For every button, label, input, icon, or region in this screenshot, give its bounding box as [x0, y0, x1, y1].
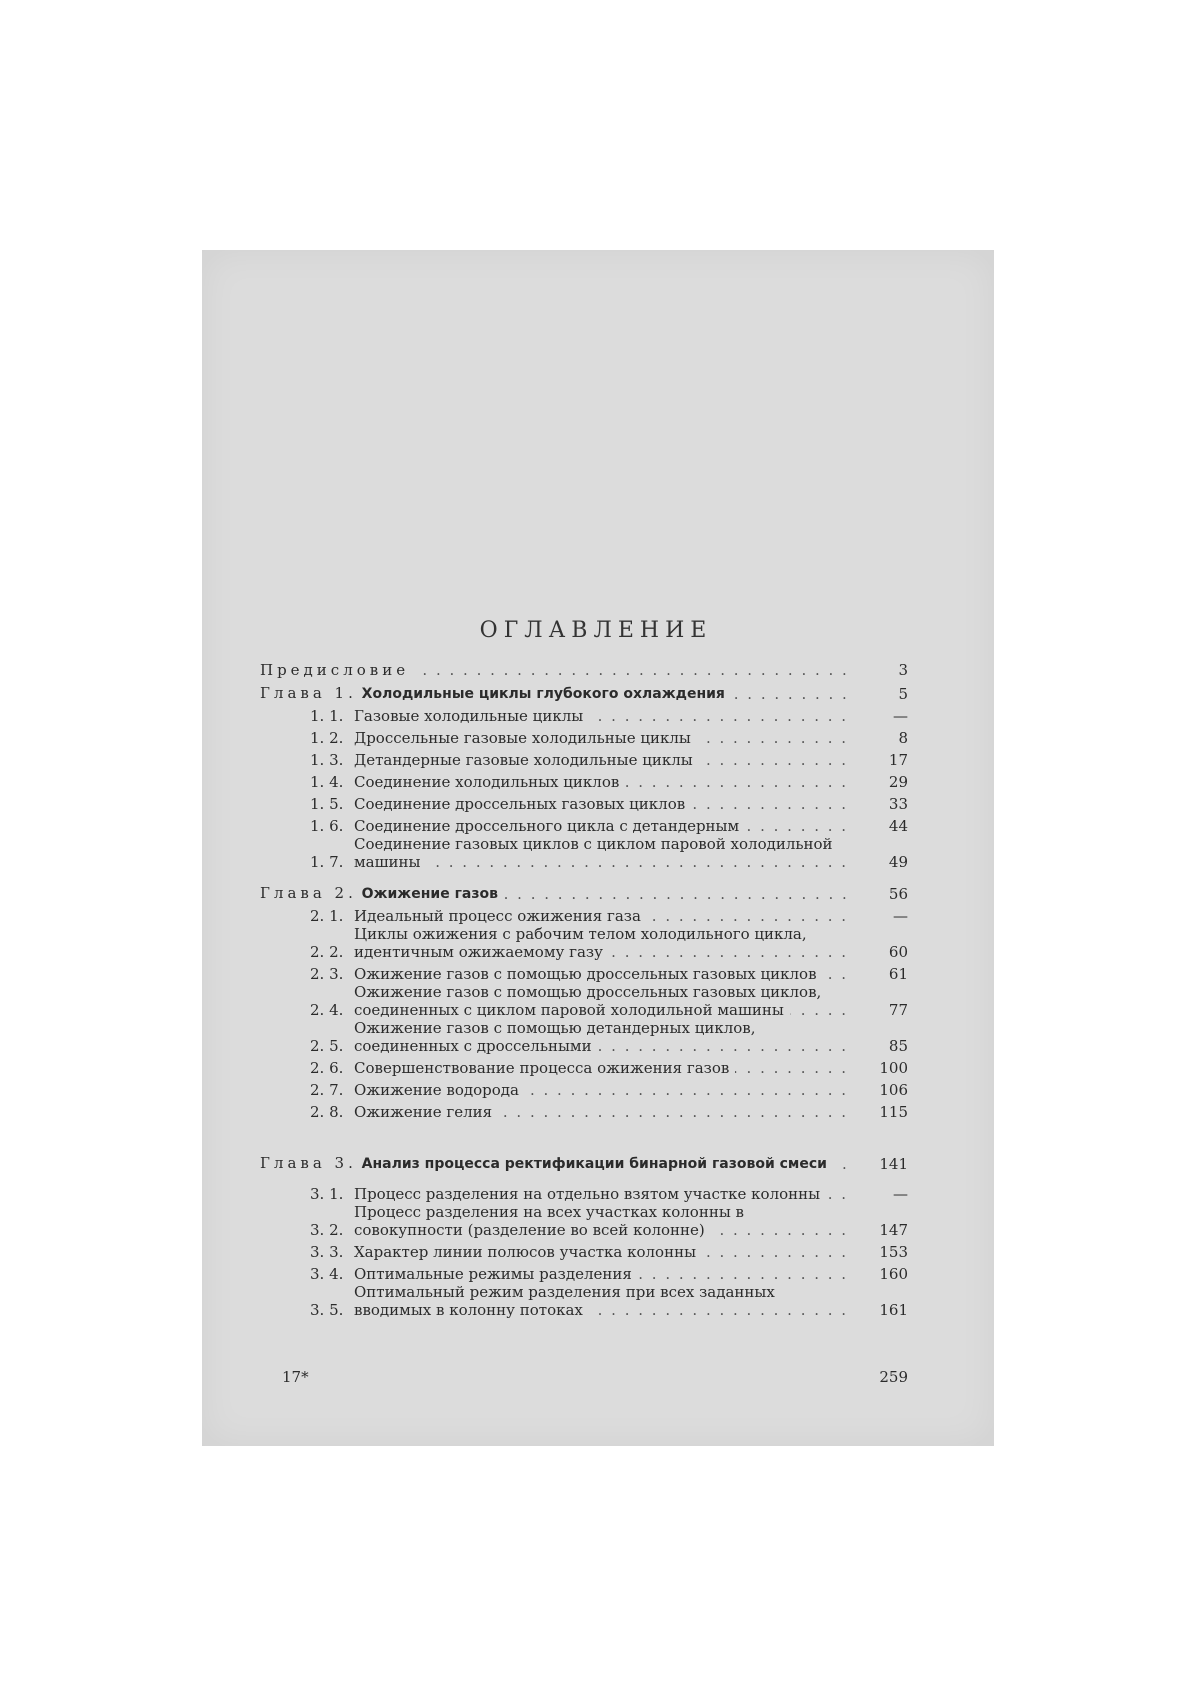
section-2-1-label: Идеальный процесс ожижения газа: [354, 907, 647, 925]
chapter-1-page: 5: [898, 685, 908, 703]
page-number: 259: [879, 1368, 908, 1386]
toc-chapter-3: [260, 1151, 908, 1173]
section-2-3-num: 2. 3.: [310, 965, 344, 983]
section-3-4-label: Оптимальные режимы разделения: [354, 1265, 638, 1283]
toc-section-1-5: [260, 791, 908, 813]
toc-section-1-1: [260, 703, 908, 725]
section-2-1-page: —: [893, 907, 908, 925]
section-2-5-page: 85: [888, 1037, 908, 1055]
toc-section-3-4: [260, 1261, 908, 1283]
section-1-5-page: 33: [888, 795, 908, 813]
section-2-8-page: 115: [879, 1103, 908, 1121]
section-2-8-label: Ожижение гелия: [354, 1103, 498, 1121]
section-3-5-num: 3. 5.: [310, 1301, 344, 1319]
signature-mark: 17*: [282, 1368, 309, 1386]
section-1-7-page: 49: [888, 853, 908, 871]
section-1-5-num: 1. 5.: [310, 795, 344, 813]
section-2-2-num: 2. 2.: [310, 943, 344, 961]
section-2-6-page: 100: [879, 1059, 908, 1077]
section-1-2-label: Дроссельные газовые холодильные циклы: [354, 729, 697, 747]
section-3-2-num: 3. 2.: [310, 1221, 344, 1239]
section-3-5-label: Оптимальный режим разделения при всех заданных вводимых в колонну потоках: [354, 1283, 775, 1319]
section-3-2-page: 147: [879, 1221, 908, 1239]
section-1-1-page: —: [893, 707, 908, 725]
toc-section-2-2: [260, 925, 908, 961]
chapter-3-title: Анализ процесса ректификации бинарной газовой смеси: [361, 1156, 827, 1172]
page-footer: [282, 1368, 908, 1386]
chapter-2-page: 56: [888, 885, 908, 903]
section-2-6-label: Совершенствование процесса ожижения газов: [354, 1059, 735, 1077]
toc-section-1-7: [260, 835, 908, 871]
section-2-1-num: 2. 1.: [310, 907, 344, 925]
section-3-3-label: Характер линии полюсов участка колонны: [354, 1243, 702, 1261]
toc-section-3-5: [260, 1283, 908, 1319]
chapter-2-title: Ожижение газов: [361, 886, 498, 902]
section-1-4-num: 1. 4.: [310, 773, 344, 791]
section-1-4-label: Соединение холодильных циклов: [354, 773, 625, 791]
section-3-5-page: 161: [879, 1301, 908, 1319]
toc-section-1-3: [260, 747, 908, 769]
section-2-3-label: Ожижение газов с помощью дроссельных газовых циклов: [354, 965, 823, 983]
toc-chapter-2: [260, 881, 908, 903]
preface-label: Предисловие: [260, 661, 415, 679]
section-1-6-page: 44: [888, 817, 908, 835]
toc-title: ОГЛАВЛЕНИЕ: [479, 618, 713, 643]
chapter-1-title: Холодильные циклы глубокого охлаждения: [361, 686, 725, 702]
section-1-7-num: 1. 7.: [310, 853, 344, 871]
toc-section-2-4: [260, 983, 908, 1019]
section-2-5-label: Ожижение газов с помощью детандерных циклов, соединенных с дроссельными: [354, 1019, 756, 1055]
section-2-4-page: 77: [888, 1001, 908, 1019]
section-2-4-label: Ожижение газов с помощью дроссельных газовых циклов, соединенных с циклом паровой холодильной машины: [354, 983, 822, 1019]
section-1-6-label: Соединение дроссельного цикла с детандерным: [354, 817, 745, 835]
section-3-1-num: 3. 1.: [310, 1185, 344, 1203]
toc-section-2-3: [260, 961, 908, 983]
section-1-1-label: Газовые холодильные циклы: [354, 707, 589, 725]
toc-section-2-8: [260, 1099, 908, 1121]
toc-section-3-2: [260, 1203, 908, 1239]
section-3-1-page: —: [893, 1185, 908, 1203]
chapter-3-page: 141: [879, 1155, 908, 1173]
section-3-3-page: 153: [879, 1243, 908, 1261]
section-2-2-page: 60: [888, 943, 908, 961]
section-2-6-num: 2. 6.: [310, 1059, 344, 1077]
toc-section-2-5: [260, 1019, 908, 1055]
section-1-2-page: 8: [898, 729, 908, 747]
section-1-5-label: Соединение дроссельных газовых циклов: [354, 795, 691, 813]
toc-section-2-1: [260, 903, 908, 925]
section-2-2-label: Циклы ожижения с рабочим телом холодильного цикла, идентичным ожижаемому газу: [354, 925, 807, 961]
section-2-8-num: 2. 8.: [310, 1103, 344, 1121]
section-2-7-num: 2. 7.: [310, 1081, 344, 1099]
toc-section-1-4: [260, 769, 908, 791]
section-1-6-num: 1. 6.: [310, 817, 344, 835]
section-1-7-label: Соединение газовых циклов с циклом паровой холодильной машины: [354, 835, 833, 871]
toc-section-3-3: [260, 1239, 908, 1261]
section-1-4-page: 29: [888, 773, 908, 791]
section-3-3-num: 3. 3.: [310, 1243, 344, 1261]
chapter-2-lead: Глава 2.: [260, 884, 357, 902]
preface-page: 3: [898, 661, 908, 679]
section-2-7-page: 106: [879, 1081, 908, 1099]
section-1-2-num: 1. 2.: [310, 729, 344, 747]
section-2-4-num: 2. 4.: [310, 1001, 344, 1019]
toc-section-2-7: [260, 1077, 908, 1099]
section-2-5-num: 2. 5.: [310, 1037, 344, 1055]
section-3-1-label: Процесс разделения на отдельно взятом участке колонны: [354, 1185, 826, 1203]
toc-chapter-1: [260, 681, 908, 703]
toc-section-1-2: [260, 725, 908, 747]
section-3-4-page: 160: [879, 1265, 908, 1283]
toc-entry-preface: [260, 657, 908, 679]
chapter-3-lead: Глава 3.: [260, 1154, 357, 1172]
section-2-7-label: Ожижение водорода: [354, 1081, 525, 1099]
section-1-3-page: 17: [888, 751, 908, 769]
section-3-2-label: Процесс разделения на всех участках колонны в совокупности (разделение во всей колонне): [354, 1203, 744, 1239]
toc-section-1-6: [260, 813, 908, 835]
section-1-3-num: 1. 3.: [310, 751, 344, 769]
chapter-1-lead: Глава 1.: [260, 684, 357, 702]
section-2-3-page: 61: [888, 965, 908, 983]
toc-section-2-6: [260, 1055, 908, 1077]
toc-section-3-1: [260, 1181, 908, 1203]
table-of-contents: [260, 618, 908, 1319]
section-3-4-num: 3. 4.: [310, 1265, 344, 1283]
section-1-3-label: Детандерные газовые холодильные циклы: [354, 751, 699, 769]
section-1-1-num: 1. 1.: [310, 707, 344, 725]
